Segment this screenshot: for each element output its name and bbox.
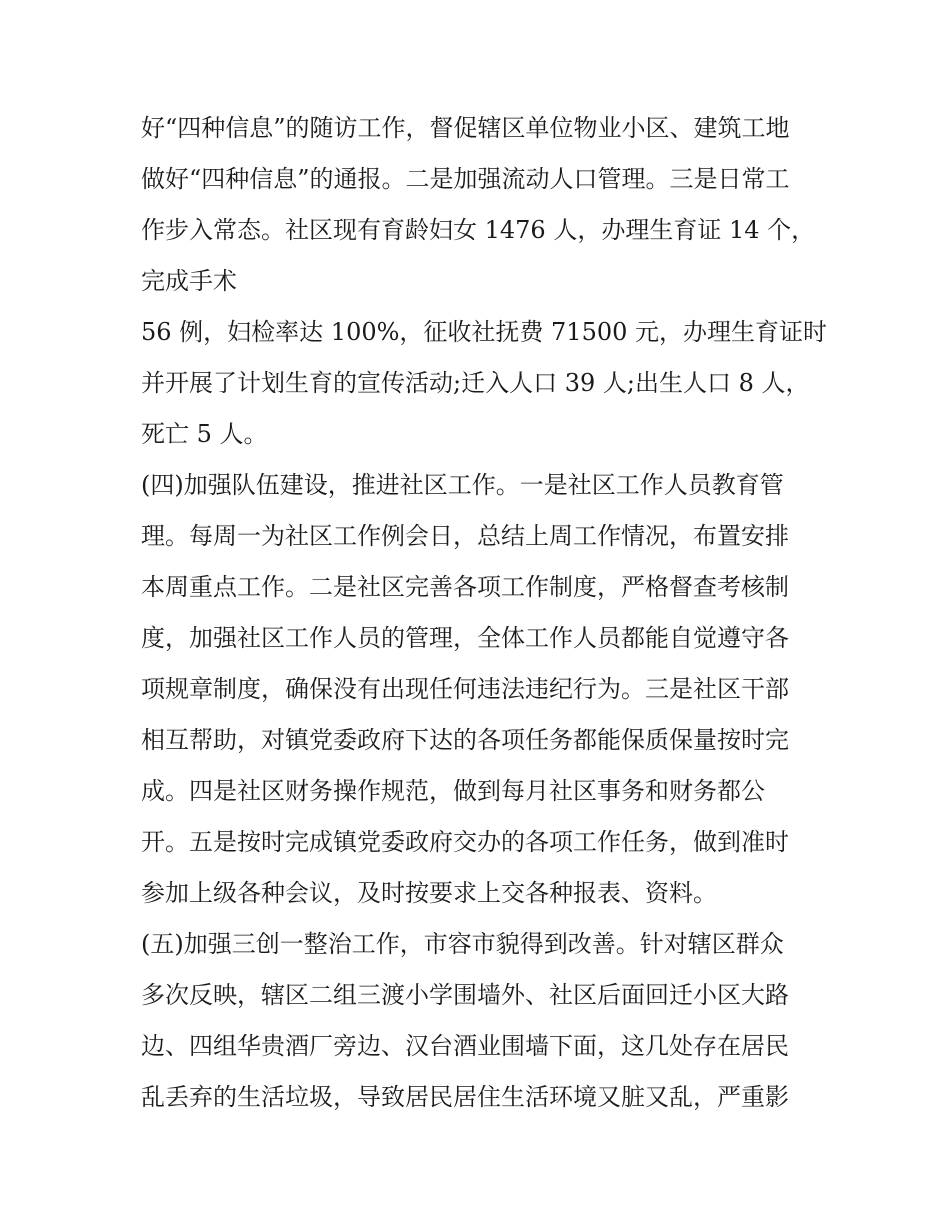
text-line: 项规章制度，确保没有出现任何违法违纪行为。三是社区干部 (141, 675, 789, 703)
text-line: 死亡 5 人。 (141, 420, 268, 448)
text-line: 完成手术 (141, 267, 237, 295)
section-heading-line: (五)加强三创一整治工作，市容市貌得到改善。针对辖区群众 (141, 930, 784, 958)
text-line: 做好“四种信息”的通报。二是加强流动人口管理。三是日常工 (141, 165, 790, 193)
text-line: 好“四种信息”的随访工作，督促辖区单位物业小区、建筑工地 (141, 114, 790, 142)
text-line: 作步入常态。社区现有育龄妇女 1476 人，办理生育证 14 个， (141, 216, 816, 244)
text-line: 相互帮助，对镇党委政府下达的各项任务都能保质保量按时完 (141, 726, 789, 754)
text-line: 并开展了计划生育的宣传活动;迁入人口 39 人;出生人口 8 人， (141, 369, 810, 397)
text-line: 56 例，妇检率达 100%，征收社抚费 71500 元，办理生育证时 (141, 318, 828, 346)
text-line: 参加上级各种会议，及时按要求上交各种报表、资料。 (141, 879, 717, 907)
text-line: 本周重点工作。二是社区完善各项工作制度，严格督查考核制 (141, 573, 789, 601)
text-line: 度，加强社区工作人员的管理，全体工作人员都能自觉遵守各 (141, 624, 789, 652)
section-heading-line: (四)加强队伍建设，推进社区工作。一是社区工作人员教育管 (141, 471, 784, 499)
text-line: 成。四是社区财务操作规范，做到每月社区事务和财务都公 (141, 777, 765, 805)
text-line: 开。五是按时完成镇党委政府交办的各项工作任务，做到准时 (141, 828, 789, 856)
text-line: 边、四组华贵酒厂旁边、汉台酒业围墙下面，这几处存在居民 (141, 1032, 789, 1060)
text-line: 多次反映，辖区二组三渡小学围墙外、社区后面回迁小区大路 (141, 981, 789, 1009)
text-line: 理。每周一为社区工作例会日，总结上周工作情况，布置安排 (141, 522, 789, 550)
text-line: 乱丢弃的生活垃圾，导致居民居住生活环境又脏又乱，严重影 (141, 1083, 789, 1111)
body-text (141, 103, 828, 1123)
